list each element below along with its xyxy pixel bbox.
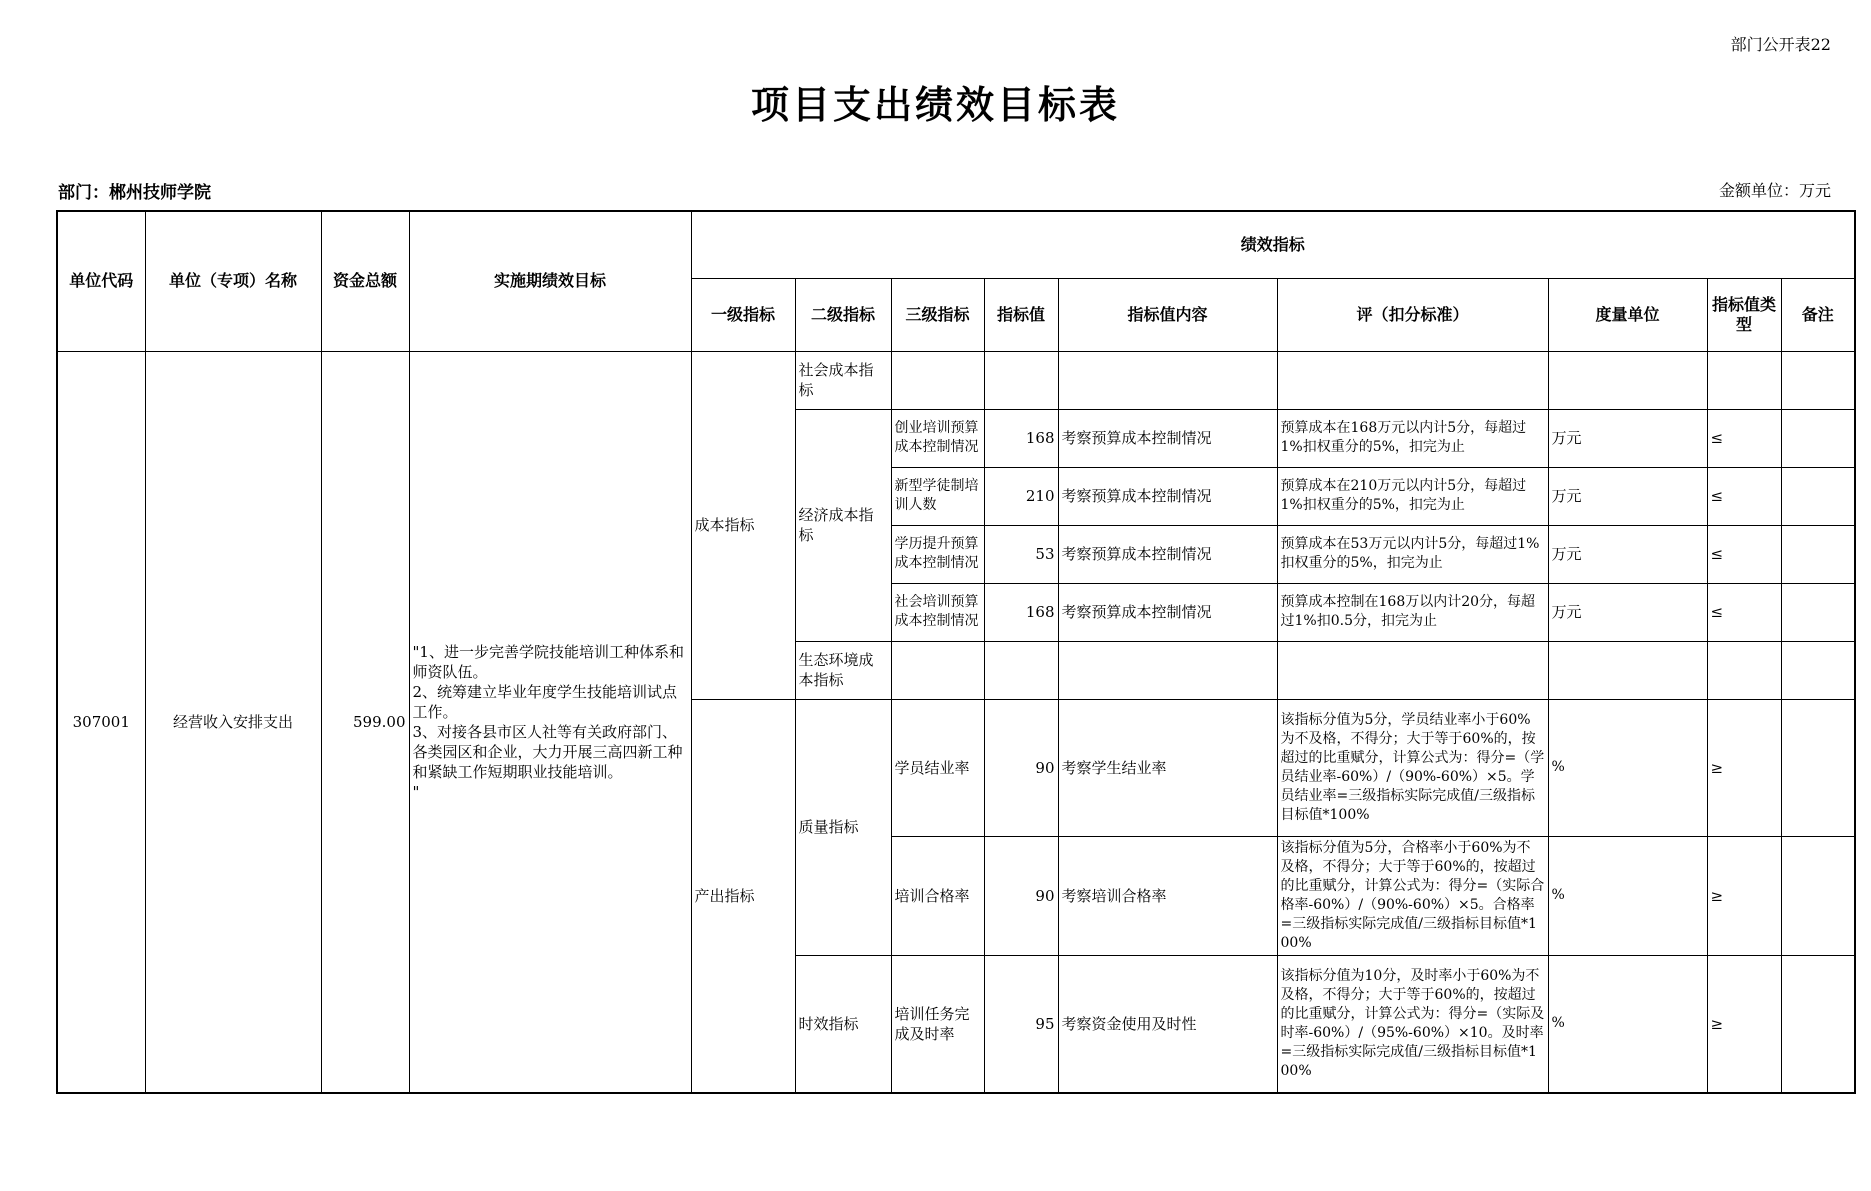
empty-cell (891, 351, 984, 409)
header-level3: 三级指标 (891, 278, 984, 351)
level3-text: 学历提升预算成本控制情况 (894, 536, 979, 571)
header-value: 指标值 (984, 278, 1058, 351)
header-level1: 一级指标 (691, 278, 795, 351)
table-row-type: ≤ (1707, 583, 1781, 641)
table-row-content: 考察资金使用及时性 (1058, 955, 1277, 1093)
unit-name-cell: 经营收入安排支出 (145, 351, 321, 1093)
table-row-content: 考察预算成本控制情况 (1058, 467, 1277, 525)
table-row-note (1781, 836, 1855, 955)
header-performance: 绩效指标 (691, 211, 1855, 278)
level2-timeliness: 时效指标 (795, 955, 891, 1093)
table-row-level3 (891, 583, 984, 641)
table-row-note (1781, 467, 1855, 525)
empty-cell (984, 641, 1058, 699)
table-row-type: ≤ (1707, 409, 1781, 467)
table-row-note (1781, 525, 1855, 583)
header-measure-unit: 度量单位 (1548, 278, 1707, 351)
table-row-note (1781, 699, 1855, 836)
empty-cell (1277, 641, 1548, 699)
table-row-criteria: 预算成本在168万元以内计5分，每超过1%扣权重分的5%，扣完为止 (1277, 409, 1548, 467)
level2-social-cost: 社会成本指标 (795, 351, 891, 409)
table-row-type: ≥ (1707, 836, 1781, 955)
header-level2: 二级指标 (795, 278, 891, 351)
empty-cell (1548, 351, 1707, 409)
table-row-criteria: 预算成本在210万元以内计5分，每超过1%扣权重分的5%，扣完为止 (1277, 467, 1548, 525)
table-row-note (1781, 583, 1855, 641)
table-row-value: 90 (984, 836, 1058, 955)
level2-economic-cost: 经济成本指标 (795, 409, 891, 641)
table-row-type: ≤ (1707, 525, 1781, 583)
criteria-text: 该指标分值为5分，学员结业率小于60%为不及格，不得分；大于等于60%的，按超过的比重赋分，计算公式为：得分=（学员结业率-60%）/（90%-60%）×5。学员结业率=三级指标实际完成值/三级指标目标值*100% (1280, 711, 1545, 823)
empty-cell (1707, 351, 1781, 409)
table-row-level3: 培训合格率 (891, 836, 984, 955)
unit-code-cell: 307001 (57, 351, 145, 1093)
empty-cell (1707, 641, 1781, 699)
table-row-criteria: 预算成本在53万元以内计5分，每超过1%扣权重分的5%，扣完为止 (1277, 525, 1548, 583)
form-number: 部门公开表22 (1730, 35, 1831, 54)
empty-cell (984, 351, 1058, 409)
table-row-unit: 万元 (1548, 467, 1707, 525)
table-row-level3: 培训任务完成及时率 (891, 955, 984, 1093)
amount-unit-label: 金额单位：万元 (1718, 181, 1831, 200)
department-label: 部门：郴州技师学院 (58, 183, 211, 203)
table-row-content: 考察预算成本控制情况 (1058, 409, 1277, 467)
header-goal: 实施期绩效目标 (409, 211, 691, 351)
table-row-criteria (1277, 955, 1548, 1093)
empty-cell (891, 641, 984, 699)
level2-quality: 质量指标 (795, 699, 891, 955)
header-value-type: 指标值类型 (1707, 278, 1781, 351)
table-row-content: 考察培训合格率 (1058, 836, 1277, 955)
table-row-content: 考察预算成本控制情况 (1058, 583, 1277, 641)
table-row-content: 考察预算成本控制情况 (1058, 525, 1277, 583)
table-row-unit: 万元 (1548, 583, 1707, 641)
table-row-value: 90 (984, 699, 1058, 836)
criteria-text: 该指标分值为5分，合格率小于60%为不及格，不得分；大于等于60%的，按超过的比重赋分，计算公式为：得分=（实际合格率-60%）/（90%-60%）×5。合格率=三级指标实际完成值/三级指标目标值*100% (1280, 839, 1545, 951)
criteria-text: 该指标分值为10分，及时率小于60%为不及格，不得分；大于等于60%的，按超过的比重赋分，计算公式为：得分=（实际及时率-60%）/（95%-60%）×10。及时率=三级指标实际完成值/三级指标目标值*100% (1280, 967, 1545, 1079)
table-row-unit: 万元 (1548, 525, 1707, 583)
header-criteria: 评（扣分标准） (1277, 278, 1548, 351)
table-row-criteria (1277, 699, 1548, 836)
performance-table (56, 210, 1856, 1094)
table-row-type: ≤ (1707, 467, 1781, 525)
header-note: 备注 (1781, 278, 1855, 351)
page-title: 项目支出绩效目标表 (750, 83, 1120, 127)
level3-text: 社会培训预算成本控制情况 (894, 594, 979, 629)
table-row-value: 210 (984, 467, 1058, 525)
table-row-criteria: 预算成本控制在168万以内计20分，每超过1%扣0.5分，扣完为止 (1277, 583, 1548, 641)
header-content: 指标值内容 (1058, 278, 1277, 351)
table-row-unit: 万元 (1548, 409, 1707, 467)
table-row-level3: 学员结业率 (891, 699, 984, 836)
empty-cell (1781, 641, 1855, 699)
table-row-content: 考察学生结业率 (1058, 699, 1277, 836)
table-row-criteria (1277, 836, 1548, 955)
table-row-level3 (891, 525, 984, 583)
header-unit-name: 单位（专项）名称 (145, 211, 321, 351)
table-row-note (1781, 955, 1855, 1093)
total-funds-cell: 599.00 (321, 351, 409, 1093)
table-row-value: 168 (984, 409, 1058, 467)
table-row-level3 (891, 409, 984, 467)
table-row-value: 95 (984, 955, 1058, 1093)
level1-output: 产出指标 (691, 699, 795, 1093)
table-row-unit: % (1548, 699, 1707, 836)
table-row-type: ≥ (1707, 699, 1781, 836)
empty-cell (1548, 641, 1707, 699)
table-row-value: 168 (984, 583, 1058, 641)
empty-cell (1058, 641, 1277, 699)
empty-cell (1058, 351, 1277, 409)
table-row-unit: % (1548, 836, 1707, 955)
empty-cell (1277, 351, 1548, 409)
level3-text: 创业培训预算成本控制情况 (894, 420, 979, 455)
level1-cost: 成本指标 (691, 351, 795, 699)
goal-cell: "1、进一步完善学院技能培训工种体系和师资队伍。 2、统筹建立毕业年度学生技能培训试点工作。 3、对接各县市区人社等有关政府部门、各类园区和企业，大力开展三高四新工种和紧缺工作短期职业技能培训。 " (409, 351, 691, 1093)
empty-cell (1781, 351, 1855, 409)
level2-eco-env-cost: 生态环境成本指标 (795, 641, 891, 699)
table-row-unit: % (1548, 955, 1707, 1093)
table-row-value: 53 (984, 525, 1058, 583)
table-row-note (1781, 409, 1855, 467)
header-total-funds: 资金总额 (321, 211, 409, 351)
header-unit-code: 单位代码 (57, 211, 145, 351)
table-row-level3: 新型学徒制培训人数 (891, 467, 984, 525)
table-row-type: ≥ (1707, 955, 1781, 1093)
